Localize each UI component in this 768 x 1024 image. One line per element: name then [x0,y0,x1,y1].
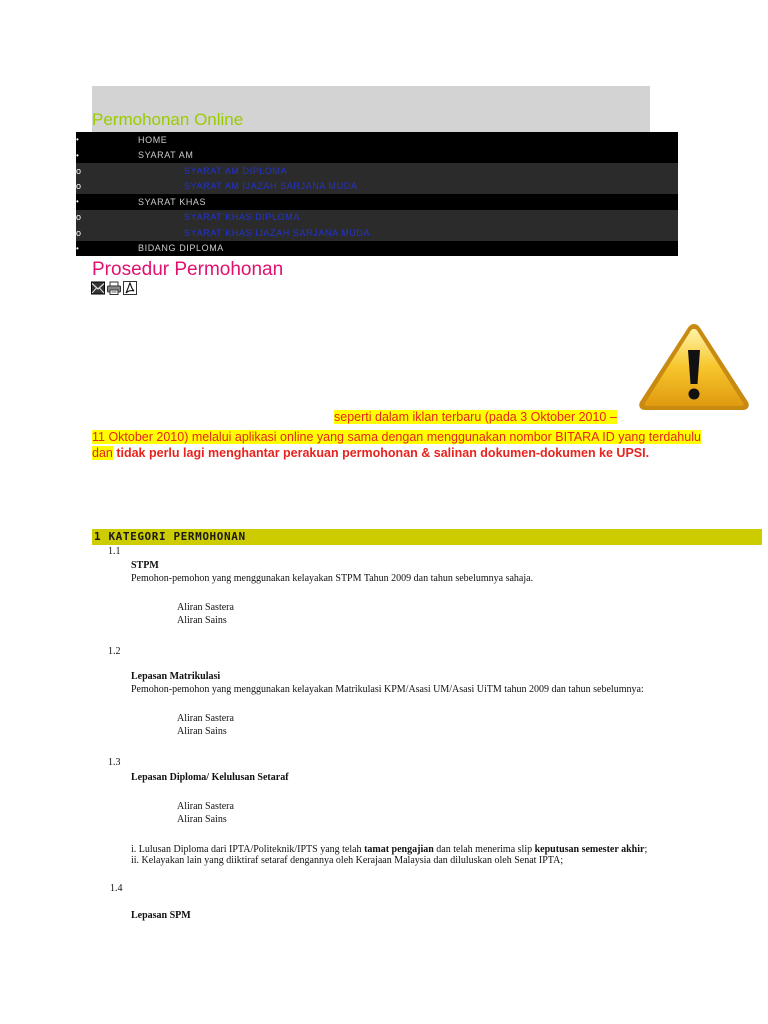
section-number: 1.3 [108,757,121,768]
section-heading: Lepasan Diploma/ Kelulusan Setaraf [131,772,289,783]
stream-item: Aliran Sastera [177,801,234,812]
requirement-item: i. Lulusan Diploma dari IPTA/Politeknik/IPTS yang telah tamat pengajian dan telah menerima slip keputusan semester akhir; [131,844,648,855]
circle-bullet-icon: o [76,212,82,223]
stream-item: Aliran Sains [177,726,227,737]
requirement-item: ii. Kelayakan lain yang diiktiraf setaraf dengannya oleh Kerajaan Malaysia dan diluluskan oleh Senat IPTA; [131,855,564,866]
site-title[interactable]: Permohonan Online [92,110,244,129]
section-description: Pemohon-pemohon yang menggunakan kelayakan STPM Tahun 2009 dan tahun sebelumnya sahaja. [131,573,534,584]
notice-text: 11 Oktober 2010) melalui aplikasi online yang sama dengan menggunakan nombor BITARA ID yang terdahulu [92,430,701,444]
pdf-icon[interactable] [123,281,137,295]
bullet-icon: • [76,197,80,207]
nav-subitem-syarat-am-diploma[interactable] [76,163,678,179]
notice-text: dan [92,446,113,460]
stream-item: Aliran Sains [177,615,227,626]
nav-item-label[interactable]: SYARAT KHAS IJAZAH SARJANA MUDA [184,227,371,238]
email-icon[interactable] [91,281,105,295]
nav-item-bidang-diploma[interactable] [76,241,678,257]
nav-item-label[interactable]: SYARAT AM DIPLOMA [184,165,288,176]
nav-item-label[interactable]: SYARAT KHAS DIPLOMA [184,212,300,223]
nav-item-label[interactable]: BIDANG DIPLOMA [138,243,224,254]
bullet-icon: • [76,135,80,145]
bullet-icon: • [76,243,80,253]
notice-line [92,445,649,462]
nav-subitem-syarat-am-ijazah[interactable] [76,179,678,195]
warning-icon [636,320,752,412]
article-actions [91,281,137,295]
circle-bullet-icon: o [76,165,82,176]
stream-item: Aliran Sastera [177,602,234,613]
notice-line [334,409,617,426]
stream-item: Aliran Sastera [177,713,234,724]
notice-line [92,429,701,446]
notice-bold-text: tidak perlu lagi menghantar perakuan permohonan & salinan dokumen-dokumen ke UPSI. [112,446,650,460]
circle-bullet-icon: o [76,181,82,192]
section-heading: Lepasan Matrikulasi [131,671,221,682]
nav-item-home[interactable] [76,132,678,148]
section-number: 1.2 [108,646,121,657]
section-heading: STPM [131,560,159,571]
page-title: Prosedur Permohonan [92,259,284,280]
section-heading: Lepasan SPM [131,910,191,921]
nav-menu [76,132,678,256]
bullet-icon: • [76,150,80,160]
circle-bullet-icon: o [76,227,82,238]
nav-item-label[interactable]: HOME [138,134,168,145]
nav-item-syarat-khas[interactable] [76,194,678,210]
category-title: 1 KATEGORI PERMOHONAN [94,530,246,543]
section-number: 1.1 [108,546,121,557]
nav-subitem-syarat-khas-diploma[interactable] [76,210,678,226]
print-icon[interactable] [107,281,121,295]
nav-item-syarat-am[interactable] [76,148,678,164]
section-description: Pemohon-pemohon yang menggunakan kelayakan Matrikulasi KPM/Asasi UM/Asasi UiTM tahun 2009 dan tahun sebelumnya: [131,684,644,695]
notice-text: seperti dalam iklan terbaru (pada 3 Oktober 2010 – [334,410,617,424]
section-number: 1.4 [110,883,123,894]
stream-item: Aliran Sains [177,814,227,825]
nav-item-label[interactable]: SYARAT AM IJAZAH SARJANA MUDA [184,181,358,192]
nav-item-label[interactable]: SYARAT KHAS [138,196,207,207]
nav-item-label[interactable]: SYARAT AM [138,150,194,161]
nav-subitem-syarat-khas-ijazah[interactable] [76,225,678,241]
